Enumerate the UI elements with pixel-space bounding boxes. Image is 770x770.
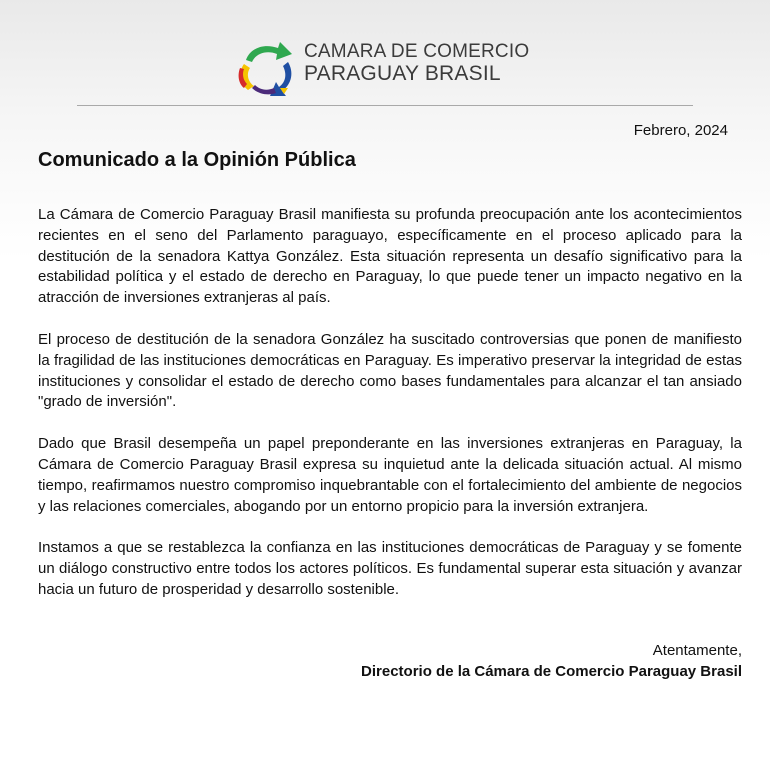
paragraph: La Cámara de Comercio Paraguay Brasil manifiesta su profunda preocupación ante los acontecimientos recientes en el seno del Parlamento paraguayo, específicamente en el proceso aplicado para la destitución de la senadora Kattya González. Esta situación representa un desafío significativo para la estabilidad política y el estado de derecho en Paraguay, lo que puede tener un impacto negativo en la atracción de inversiones extranjeras al país. — [38, 206, 742, 307]
brand-line-2: PARAGUAY BRASIL — [304, 62, 501, 85]
letterhead — [0, 0, 770, 110]
signature: Directorio de la Cámara de Comercio Paraguay Brasil — [361, 663, 742, 680]
document-date: Febrero, 2024 — [633, 122, 728, 139]
document-body — [38, 205, 742, 622]
document-title: Comunicado a la Opinión Pública — [38, 149, 356, 171]
paragraph: El proceso de destitución de la senadora González ha suscitado controversias que ponen de manifiesto la fragilidad de las instituciones democráticas en Paraguay. Es imperativo preservar la integridad de estas instituciones y consolidar el estado de derecho como bases fundamentales para alcanzar el tan ansiado "grado de inversión". — [38, 330, 742, 411]
paragraph: Instamos a que se restablezca la confianza en las instituciones democráticas de Paraguay y se fomente un diálogo constructivo entre todos los actores políticos. Es fundamental superar esta situación y avanzar hacia un futuro de prosperidad y desarrollo sostenible. — [38, 539, 742, 598]
header-divider — [77, 105, 693, 106]
brand-name — [304, 42, 529, 86]
salutation: Atentamente, — [652, 642, 742, 659]
paragraph: Dado que Brasil desempeña un papel preponderante en las inversiones extranjeras en Paraguay, la Cámara de Comercio Paraguay Brasil expresa su inquietud ante la delicada situación actual. Al mismo tiempo, reafirmamos nuestro compromiso inquebrantable con el fortalecimiento del ambiente de negocios y las relaciones comerciales, abogando por un entorno propicio para la inversión extranjera. — [38, 435, 742, 515]
arrows-cycle-logo-icon — [236, 38, 298, 98]
brand-line-1: CAMARA DE COMERCIO — [304, 41, 530, 62]
closing-block — [361, 640, 742, 682]
